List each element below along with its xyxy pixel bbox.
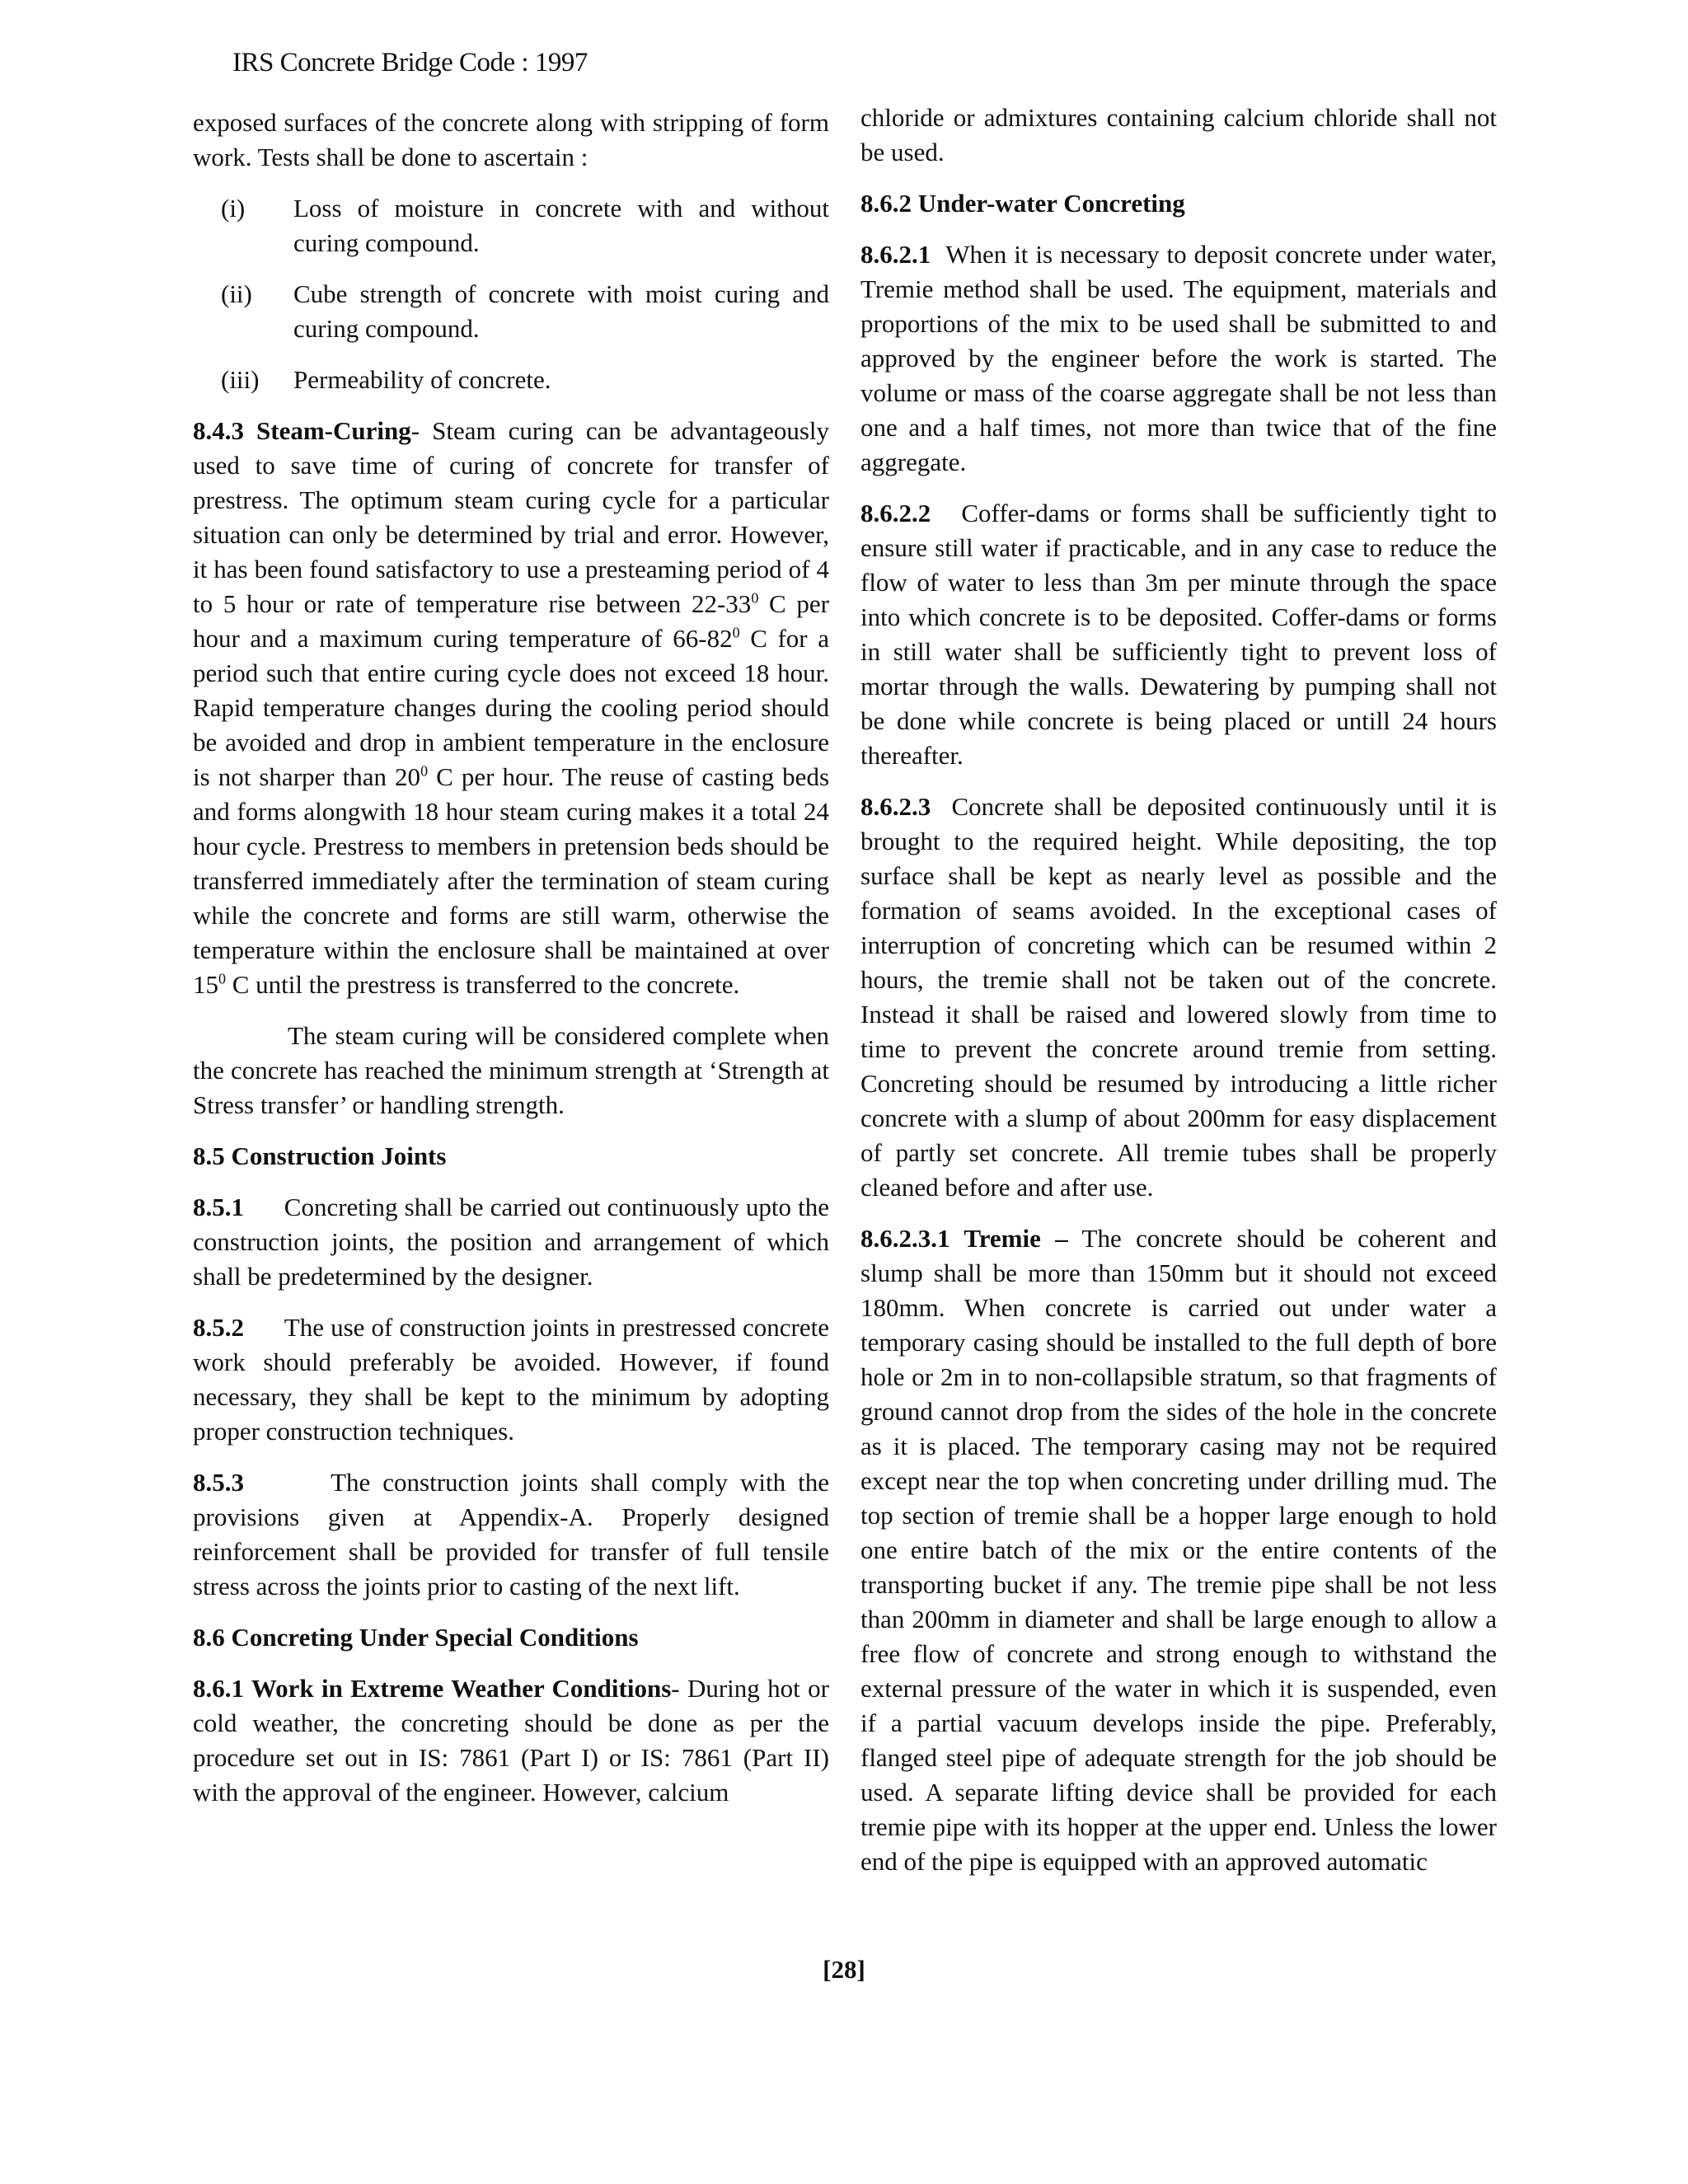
section-8-6-1 <box>193 1671 829 1810</box>
section-8-5-2 <box>193 1310 829 1449</box>
body-text: C per hour. The reuse of casting beds and forms alongwith 18 hour steam curing makes it a total 24 hour cycle. Prestress to members in pretension beds should be transferred immediately after the termination of steam curing while the concrete and forms are still warm, otherwise the temperature within the enclosure shall be maintained at over 15 <box>193 762 830 999</box>
section-8-5-3 <box>193 1465 829 1604</box>
steam-curing-completion: The steam curing will be considered complete when the concrete has reached the minimum strength at ‘Strength at Stress transfer’ or handling strength. <box>193 1021 829 1119</box>
body-text: Concrete shall be deposited continuously until it is brought to the required height. While depositing, the top surface shall be kept as nearly level as possible and the formation of seams avoided. In the exceptional cases of interruption of concreting which can be resumed within 2 hours, the tremie shall not be taken out of the concrete. Instead it shall be raised and lowered slowly from time to time to prevent the concrete around tremie from setting. Concreting should be resumed by introducing a little richer concrete with a slump of about 200mm for easy displacement of partly set concrete. All tremie tubes shall be properly cleaned before and after use. <box>860 792 1497 1202</box>
list-marker: (ii) <box>221 279 252 308</box>
section-8-5-1 <box>193 1190 829 1294</box>
superscript: 0 <box>420 762 429 780</box>
clause-number: 8.6.2.2 <box>860 499 931 527</box>
section-heading-8-6-2: 8.6.2 Under-water Concreting <box>860 189 1185 218</box>
body-text: When it is necessary to deposit concrete under water, Tremie method shall be used. The equipment, materials and proportions of the mix to be used shall be submitted to and approved by the engineer before the work is started. The volume or mass of the coarse aggregate shall be not less than one and a half times, not more than twice that of the fine aggregate. <box>860 240 1497 476</box>
list-marker: (iii) <box>221 365 260 394</box>
section-8-6-2-1 <box>860 237 1497 480</box>
left-column <box>193 105 829 1826</box>
clause-number: 8.5.1 <box>193 1193 244 1221</box>
section-8-6-2-2 <box>860 496 1497 773</box>
list-text: Permeability of concrete. <box>293 365 551 394</box>
list-text: Cube strength of concrete with moist curing and curing compound. <box>293 279 829 343</box>
list-marker: (i) <box>221 194 246 223</box>
body-text: - Steam curing can be advantageously used to save time of curing of concrete for transfer of prestress. The optimum steam curing cycle for a particular situation can only be determined by trial and error. However, it has been found satisfactory to use a presteaming period of 4 to 5 hour or rate of temperature rise between 22-33 <box>193 416 830 618</box>
page-number: [28] <box>823 1955 865 1984</box>
section-heading-8-6: 8.6 Concreting Under Special Conditions <box>193 1623 639 1652</box>
right-column <box>860 101 1497 1896</box>
section-heading: 8.6.2.3.1 Tremie – <box>860 1224 1068 1253</box>
body-text: C until the prestress is transferred to the concrete. <box>226 970 740 999</box>
clause-number: 8.6.2.3 <box>860 792 931 821</box>
clause-number: 8.5.3 <box>193 1468 244 1497</box>
list-text: Loss of moisture in concrete with and without curing compound. <box>293 194 829 257</box>
clause-number: 8.6.2.1 <box>860 240 931 269</box>
body-text: Coffer-dams or forms shall be sufficiently tight to ensure still water if practicable, and in any case to reduce the flow of water to less than 3m per minute through the space into which concrete is to be deposited. Coffer-dams or forms in still water shall be sufficiently tight to prevent loss of mortar through the walls. Dewatering by pumping shall not be done while concrete is being placed or untill 24 hours thereafter. <box>860 499 1497 770</box>
list-item <box>193 363 829 397</box>
superscript: 0 <box>218 970 226 987</box>
list-item <box>193 191 829 260</box>
section-8-6-2-3 <box>860 790 1497 1205</box>
superscript: 0 <box>732 624 740 641</box>
clause-number: 8.5.2 <box>193 1313 244 1342</box>
body-text: The use of construction joints in prestressed concrete work should preferably be avoided. However, if found necessary, they shall be kept to the minimum by adopting proper construction techniques. <box>193 1313 829 1446</box>
section-8-4-3 <box>193 414 829 1002</box>
section-heading: 8.6.1 Work in Extreme Weather Conditions <box>193 1674 672 1703</box>
body-text: Concreting shall be carried out continuously upto the construction joints, the position and arrangement of which shall be predetermined by the designer. <box>193 1193 829 1291</box>
running-head: IRS Concrete Bridge Code : 1997 <box>232 48 588 77</box>
superscript: 0 <box>751 589 759 607</box>
body-text: The construction joints shall comply with the provisions given at Appendix-A. Properly designed reinforcement shall be provided for transfer of full tensile stress across the joints prior to casting of the next lift. <box>193 1468 829 1601</box>
continued-paragraph: chloride or admixtures containing calcium chloride shall not be used. <box>860 103 1497 166</box>
section-heading: 8.4.3 Steam-Curing <box>193 416 411 445</box>
intro-paragraph: exposed surfaces of the concrete along with stripping of form work. Tests shall be done to ascertain : <box>193 108 829 171</box>
section-8-6-2-3-1 <box>860 1221 1497 1879</box>
body-text: C for a period such that entire curing cycle does not exceed 18 hour. Rapid temperature changes during the cooling period should be avoided and drop in ambient temperature in the enclosure is not sharper than 20 <box>193 624 829 791</box>
body-text: The concrete should be coherent and slump shall be more than 150mm but it should not exceed 180mm. When concrete is carried out under water a temporary casing should be installed to the full depth of bore hole or 2m in to non-collapsible stratum, so that fragments of ground cannot drop from the sides of the hole in the concrete as it is placed. The temporary casing may not be required except near the top when concreting under drilling mud. The top section of tremie shall be a hopper large enough to hold one entire batch of the mix or the entire contents of the transporting bucket if any. The tremie pipe shall be not less than 200mm in diameter and shall be large enough to allow a free flow of concrete and strong enough to withstand the external pressure of the water in which it is suspended, even if a partial vacuum develops inside the pipe. Preferably, flanged steel pipe of adequate strength for the job should be used. A separate lifting device shall be provided for each tremie pipe with its hopper at the upper end. Unless the lower end of the pipe is equipped with an approved automatic <box>860 1224 1497 1876</box>
list-item <box>193 277 829 346</box>
body-text: - During hot or cold weather, the concreting should be done as per the procedure set out in IS: 7861 (Part I) or IS: 7861 (Part II) with the approval of the engineer. However, calcium <box>193 1674 829 1807</box>
section-heading-8-5: 8.5 Construction Joints <box>193 1141 447 1170</box>
body-text: C per hour and a maximum curing temperature of 66-82 <box>193 589 829 653</box>
